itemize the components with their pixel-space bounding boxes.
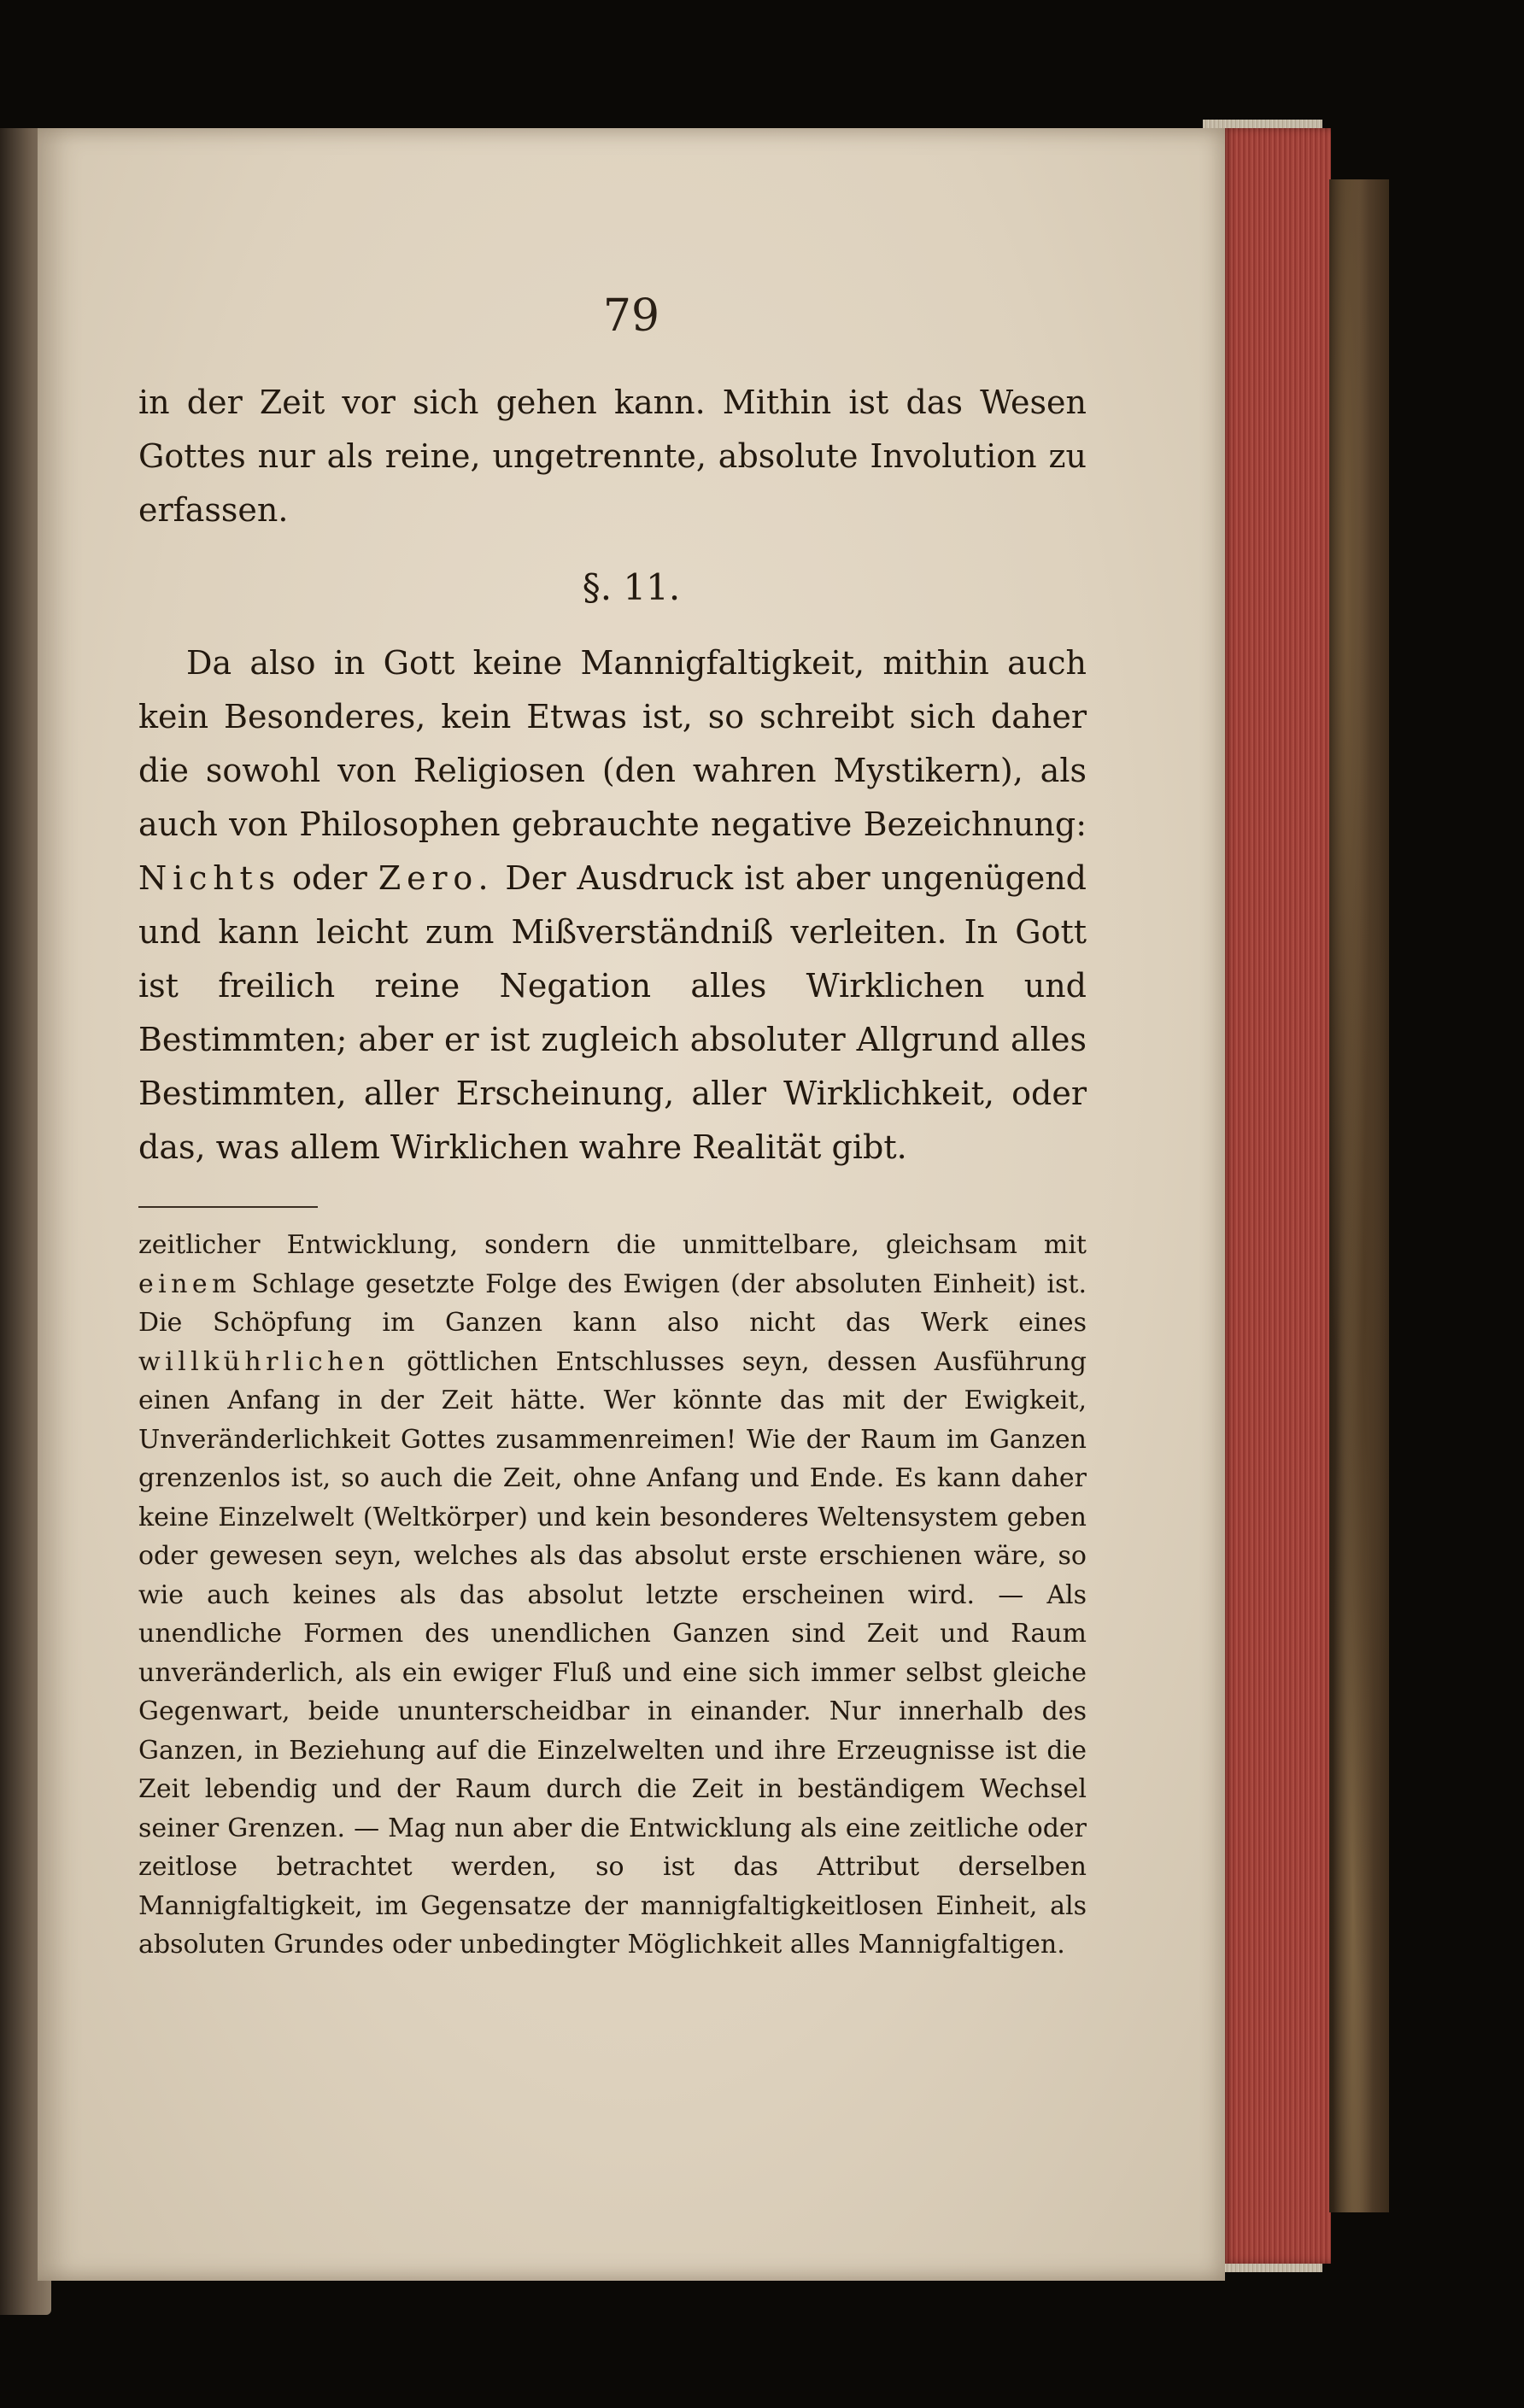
paragraph-text: oder — [280, 859, 378, 897]
section-paragraph — [138, 636, 1087, 1175]
paragraph-text: Da also in Gott keine Mannigfaltigkeit, mithin auch kein Besonderes, kein Etwas ist, so schreibt sich daher die sowohl von Religiosen (den wahren Mystikern), als auch von Philosophen gebrauchte negative Bezeichnung: — [138, 644, 1087, 843]
footnote-text: göttlichen Entschlusses seyn, dessen Ausführung einen Anfang in der Zeit hätte. Wer könnte das mit der Ewigkeit, Unveränderlichkeit Gottes zusammenreimen! Wie der Raum im Ganzen grenzenlos ist, so auch die Zeit, ohne Anfang und Ende. Es kann daher keine Einzelwelt (Weltkörper) und kein besonderes Weltensystem geben oder gewesen seyn, welches als das absolut erste erschienen wäre, so wie auch keines als das absolut letzte erscheinen wird. — Als unendliche Formen des unendlichen Ganzen sind Zeit und Raum unveränderlich, als ein ewiger Fluß und eine sich immer selbst gleiche Gegenwart, beide ununterscheidbar in einander. Nur innerhalb des Ganzen, in Beziehung auf die Einzelwelten und ihre Erzeugnisse ist die Zeit lebendig und der Raum durch die Zeit in beständigem Wechsel seiner Grenzen. — Mag nun aber die Entwicklung als eine zeitliche oder zeitlose betrachtet werden, so ist das Attribut derselben Mannigfaltigkeit, im Gegensatze der mannigfaltigkeitlosen Einheit, als absoluten Grundes oder unbedingter Möglichkeit alles Mannigfaltigen. — [138, 1346, 1087, 1960]
footnote — [138, 1226, 1087, 1965]
footnote-text: Schlage gesetzte Folge des Ewigen (der absoluten Einheit) ist. Die Schöpfung im Ganzen kann also nicht das Werk eines — [138, 1268, 1087, 1338]
emphasized-word: willkührlichen — [138, 1346, 390, 1377]
marbled-cover-edge — [1329, 179, 1389, 2212]
footnote-divider — [138, 1206, 318, 1208]
emphasized-word: Zero. — [378, 859, 495, 897]
section-heading: §. 11. — [582, 566, 681, 608]
book-page — [38, 128, 1225, 2281]
page-number: 79 — [602, 290, 660, 342]
emphasized-word: Nichts — [138, 859, 281, 897]
paragraph-text: Der Ausdruck ist aber ungenügend und kann leicht zum Mißverständniß verleiten. In Gott ist freilich reine Negation alles Wirklichen und Bestimmten; aber er ist zugleich absoluter Allgrund alles Bestimmten, aller Erscheinung, aller Wirklichkeit, oder das, was allem Wirklichen wahre Realität gibt. — [138, 859, 1087, 1166]
red-page-edge — [1220, 128, 1331, 2264]
continuation-paragraph: in der Zeit vor sich gehen kann. Mithin ist das Wesen Gottes nur als reine, ungetrennte, absolute Involution zu erfassen. — [138, 384, 1087, 529]
footnote-text: zeitlicher Entwicklung, sondern die unmittelbare, gleichsam mit — [138, 1230, 1087, 1260]
emphasized-word: einem — [138, 1268, 241, 1299]
